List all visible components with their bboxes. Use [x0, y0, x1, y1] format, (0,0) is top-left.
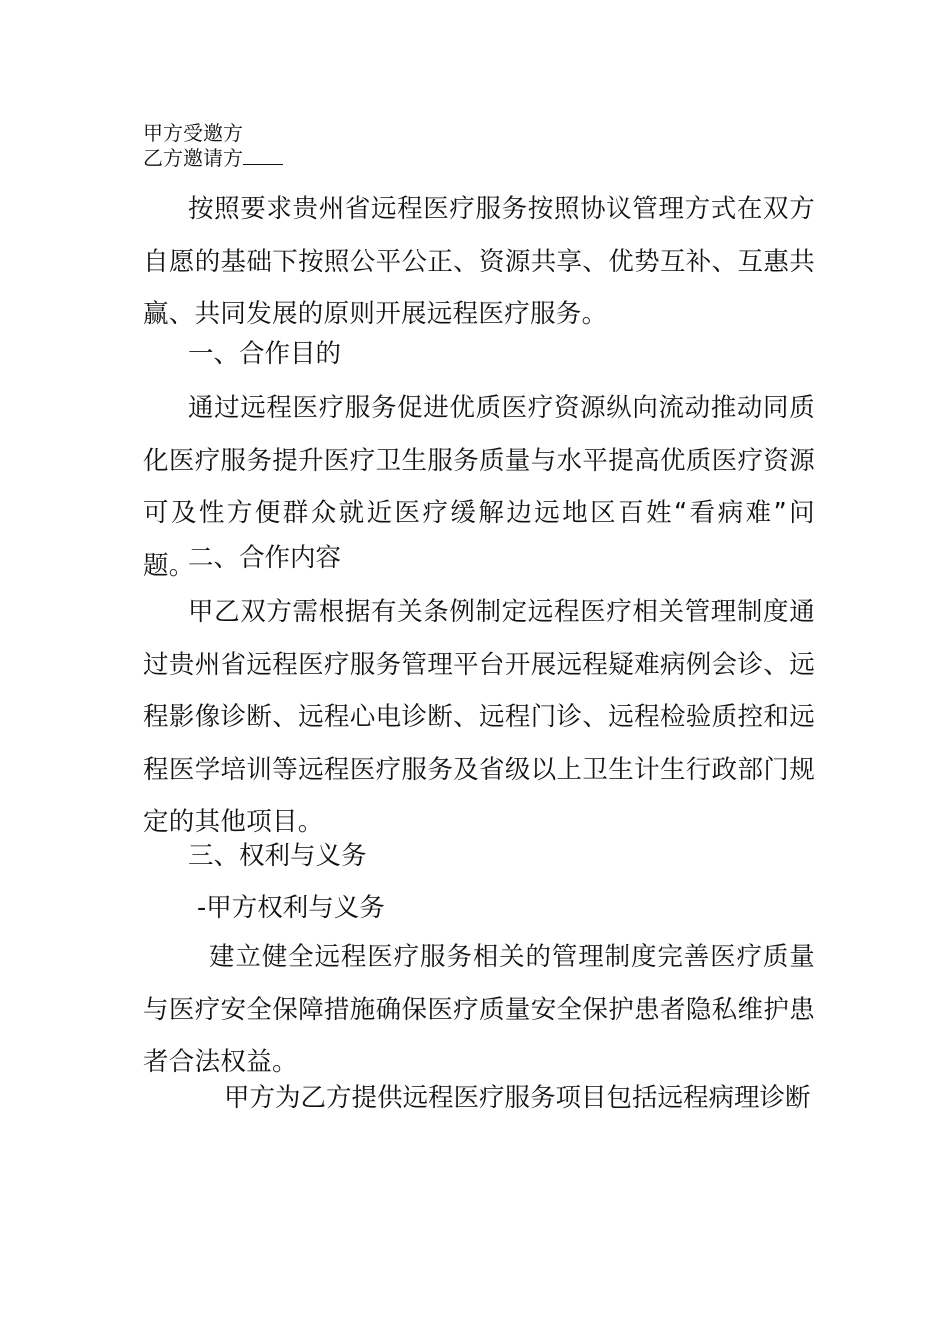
section-body-rights: 建立健全远程医疗服务相关的管理制度完善医疗质量与医疗安全保障措施确保医疗质量安全保护患者隐私维护患者合法权益。: [143, 942, 815, 1077]
party-b-label: [143, 146, 283, 170]
section-heading-content: 二、合作内容: [188, 543, 342, 573]
section-heading-rights: 三、权利与义务: [188, 841, 367, 871]
party-b-blank-line: [243, 150, 283, 165]
intro-paragraph: 按照要求贵州省远程医疗服务按照协议管理方式在双方自愿的基础下按照公平公正、资源共享、优势互补、互惠共赢、共同发展的原则开展远程医疗服务。: [143, 194, 815, 329]
party-a-label: [143, 121, 243, 145]
party-b-text: 乙方邀请方: [143, 146, 243, 170]
subsection-heading-party-a: -甲方权利与义务: [197, 893, 385, 923]
section-body-content: 甲乙双方需根据有关条例制定远程医疗相关管理制度通过贵州省远程医疗服务管理平台开展远程疑难病例会诊、远程影像诊断、远程心电诊断、远程门诊、远程检验质控和远程医学培训等远程医疗服务及省级以上卫生计生行政部门规定的其他项目。: [143, 597, 815, 837]
party-a-text: 甲方受邀方: [143, 121, 243, 145]
section-body-purpose: 通过远程医疗服务促进优质医疗资源纵向流动推动同质化医疗服务提升医疗卫生服务质量与水平提高优质医疗资源可及性方便群众就近医疗缓解边远地区百姓“看病难”问题。: [143, 393, 815, 581]
section-heading-purpose: 一、合作目的: [188, 339, 342, 369]
section-body-last-line: 甲方为乙方提供远程医疗服务项目包括远程病理诊断: [224, 1083, 811, 1113]
